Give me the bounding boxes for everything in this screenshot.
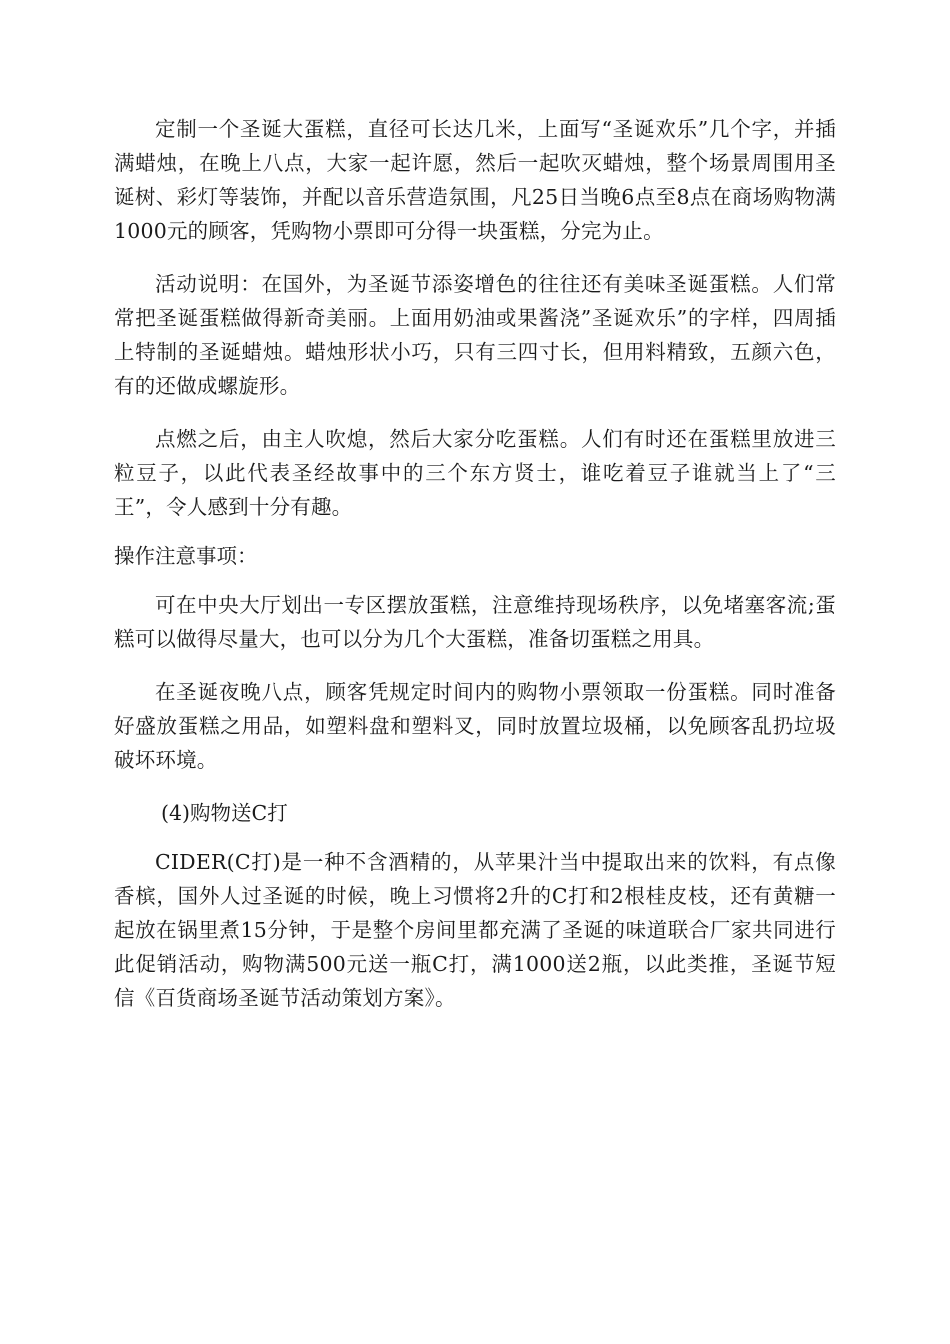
paragraph-beans-tradition: 点燃之后，由主人吹熄，然后大家分吃蛋糕。人们有时还在蛋糕里放进三粒豆子，以此代表圣经故事中的三个东方贤士，谁吃着豆子谁就当上了“三王”，令人感到十分有趣。 [114, 427, 836, 519]
paragraph-cake-event: 定制一个圣诞大蛋糕，直径可长达几米，上面写“圣诞欢乐”几个字，并插满蜡烛，在晚上八点，大家一起许愿，然后一起吹灭蜡烛，整个场景周围用圣诞树、彩灯等装饰，并配以音乐营造氛围，凡25日当晚6点至8点在商场购物满1000元的顾客，凭购物小票即可分得一块蛋糕，分完为止。 [114, 117, 836, 243]
paragraph-activity-description: 活动说明：在国外，为圣诞节添姿增色的往往还有美味圣诞蛋糕。人们常常把圣诞蛋糕做得新奇美丽。上面用奶油或果酱浇”圣诞欢乐”的字样，四周插上特制的圣诞蜡烛。蜡烛形状小巧，只有三四寸长，但用料精致，五颜六色，有的还做成螺旋形。 [114, 272, 836, 398]
paragraph-hall-arrangement: 可在中央大厅划出一专区摆放蛋糕，注意维持现场秩序，以免堵塞客流;蛋糕可以做得尽量大，也可以分为几个大蛋糕，准备切蛋糕之用具。 [114, 593, 836, 651]
subheading-cider-promo: (4)购物送C打 [161, 801, 288, 825]
paragraph-eve-distribution: 在圣诞夜晚八点，顾客凭规定时间内的购物小票领取一份蛋糕。同时准备好盛放蛋糕之用品，如塑料盘和塑料叉，同时放置垃圾桶，以免顾客乱扔垃圾破坏环境。 [114, 680, 836, 772]
heading-operation-notes: 操作注意事项： [114, 544, 258, 568]
document-page [114, 112, 836, 1015]
paragraph-cider-description: CIDER(C打)是一种不含酒精的，从苹果汁当中提取出来的饮料，有点像香槟，国外人过圣诞的时候，晚上习惯将2升的C打和2根桂皮枝，还有黄糖一起放在锅里煮15分钟，于是整个房间里都充满了圣诞的味道联合厂家共同进行此促销活动，购物满500元送一瓶C打，满1000送2瓶，以此类推，圣诞节短信《百货商场圣诞节活动策划方案》。 [114, 850, 836, 1010]
